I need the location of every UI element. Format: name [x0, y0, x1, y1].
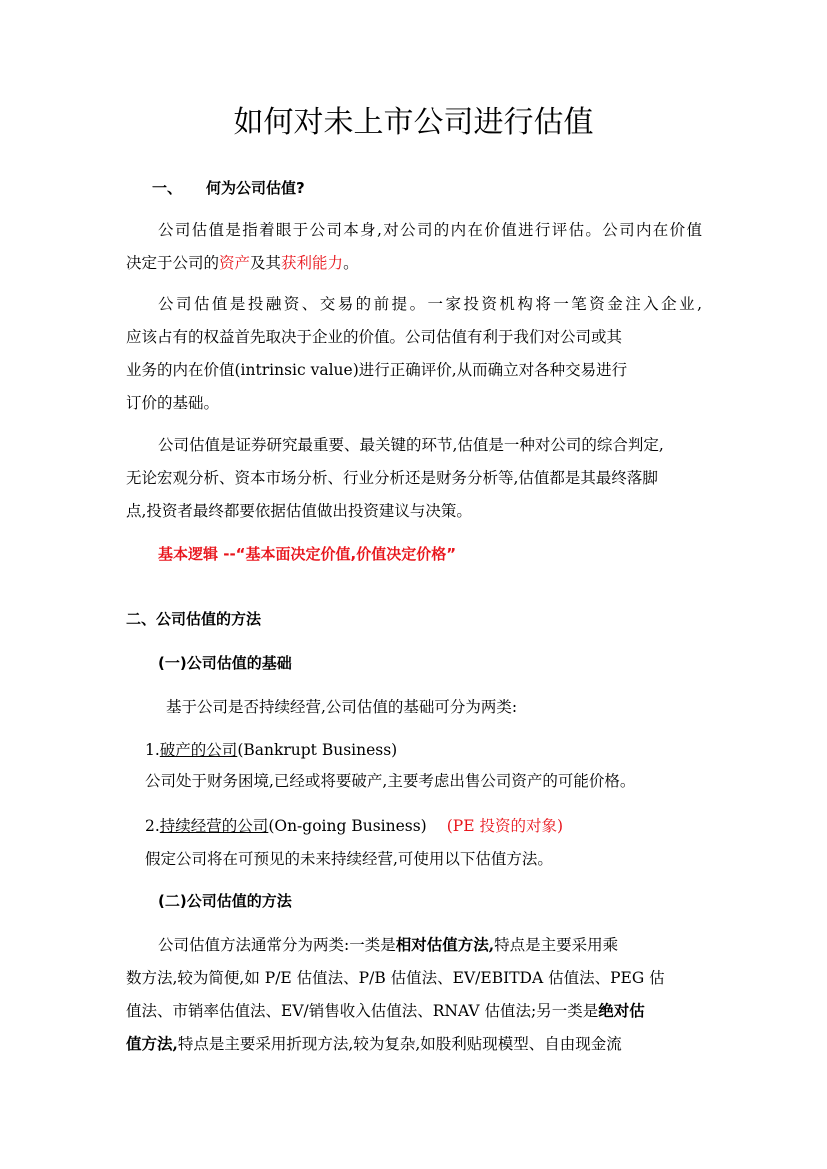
subsection-2-heading: (二)公司估值的方法 — [158, 892, 292, 910]
s1-p2-line4: 订价的基础。 — [126, 394, 220, 412]
absolute-valuation-term-b: 值方法, — [126, 1034, 178, 1053]
pe-target-note: (PE 投资的对象) — [446, 817, 563, 835]
relative-valuation-term: 相对估值方法, — [395, 935, 495, 954]
ongoing-business-term: 持续经营的公司 — [159, 817, 269, 835]
item-1-line: 1.破产的公司(Bankrupt Business) — [145, 741, 398, 759]
item-2-desc: 假定公司将在可预见的未来持续经营,可使用以下估值方法。 — [145, 850, 553, 868]
subsection-1-heading: (一)公司估值的基础 — [158, 654, 292, 672]
s1-p3-line2: 无论宏观分析、资本市场分析、行业分析还是财务分析等,估值都是其最终落脚 — [126, 469, 658, 487]
item-1-desc: 公司处于财务困境,已经或将要破产,主要考虑出售公司资产的可能价格。 — [145, 772, 636, 790]
s1-p2-line1: 公司估值是投融资、交易的前提。一家投资机构将一笔资金注入企业, — [158, 295, 702, 313]
methods-line2: 数方法,较为简便,如 P/E 估值法、P/B 估值法、EV/EBITDA 估值法、PEG 估 — [126, 969, 665, 987]
page-title: 如何对未上市公司进行估值 — [233, 105, 594, 140]
item-2-line: 2.持续经营的公司(On-going Business) (PE 投资的对象) — [145, 817, 563, 835]
s2-intro: 基于公司是否持续经营,公司估值的基础可分为两类: — [166, 698, 518, 716]
s1-p2-line2: 应该占有的权益首先取决于企业的价值。公司估值有利于我们对公司或其 — [126, 328, 623, 346]
section-1-heading: 何为公司估值? — [206, 179, 305, 197]
s1-p2-line3: 业务的内在价值(intrinsic value)进行正确评价,从而确立对各种交易进行 — [126, 361, 628, 379]
asset-highlight: 资产 — [219, 254, 251, 272]
section-2-heading: 二、公司估值的方法 — [126, 610, 262, 628]
basic-logic-statement: 基本逻辑 --“基本面决定价值,价值决定价格” — [158, 545, 457, 563]
profitability-highlight: 获利能力 — [281, 254, 344, 272]
s1-p1-line2: 决定于公司的资产及其获利能力。 — [126, 254, 359, 272]
methods-line1: 公司估值方法通常分为两类:一类是相对估值方法,特点是主要采用乘 — [158, 935, 619, 954]
absolute-valuation-term-a: 绝对估 — [598, 1001, 645, 1020]
methods-line3: 值法、市销率估值法、EV/销售收入估值法、RNAV 估值法;另一类是绝对估 — [126, 1001, 645, 1020]
s1-p1-line1: 公司估值是指着眼于公司本身,对公司的内在价值进行评估。公司内在价值 — [158, 221, 702, 239]
s1-p3-line3: 点,投资者最终都要依据估值做出投资建议与决策。 — [126, 502, 472, 520]
bankrupt-business-term: 破产的公司 — [159, 741, 238, 759]
methods-line4: 值方法,特点是主要采用折现方法,较为复杂,如股利贴现模型、自由现金流 — [126, 1034, 622, 1053]
section-1-number: 一、 — [152, 179, 183, 197]
s1-p3-line1: 公司估值是证券研究最重要、最关键的环节,估值是一种对公司的综合判定, — [158, 436, 664, 454]
